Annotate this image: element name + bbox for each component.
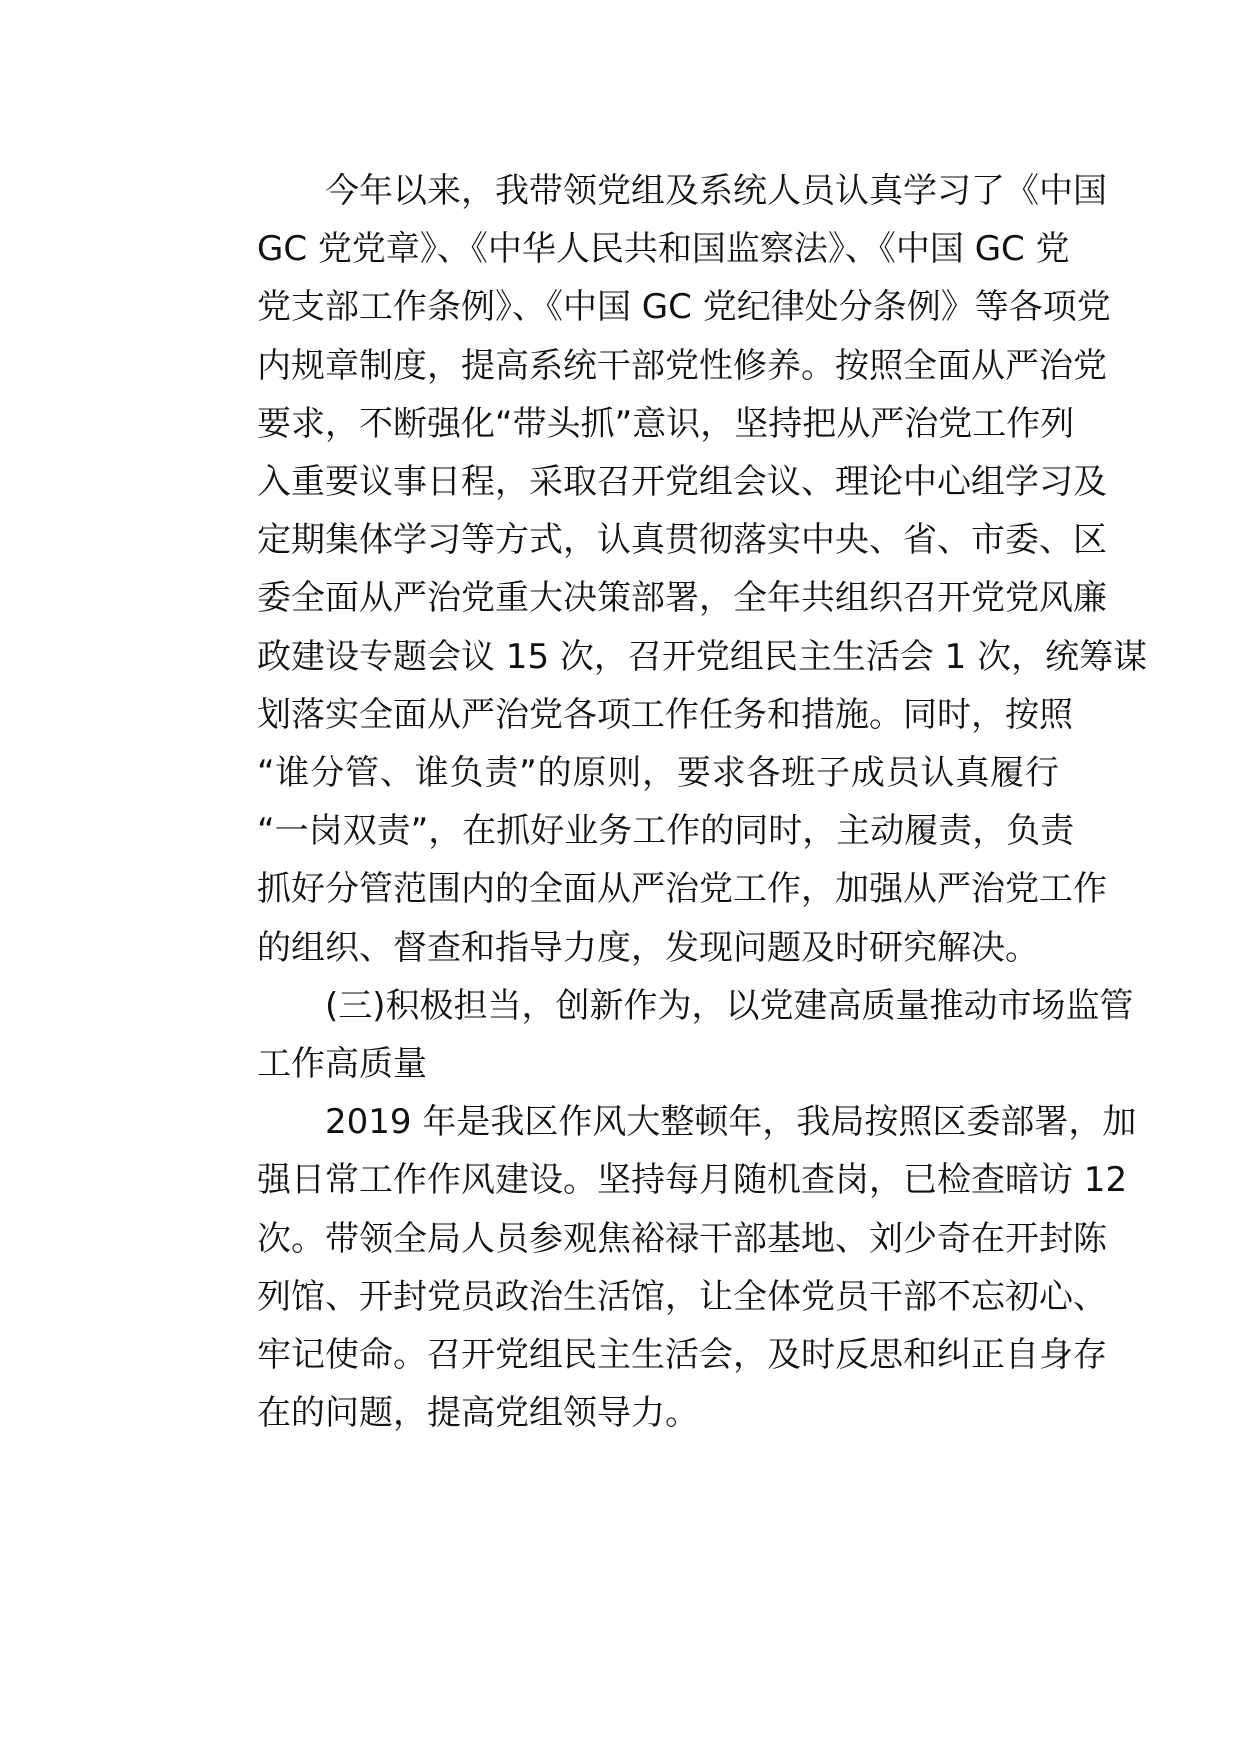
heading-line: 工作高质量 — [257, 1044, 427, 1085]
text-line: 的组织、督查和指导力度，发现问题及时研究解决。 — [257, 927, 1039, 968]
text-line: 在的问题，提高党组领导力。 — [257, 1393, 699, 1434]
document-body — [189, 162, 1148, 1442]
text-line: 强日常工作作风建设。坚持每月随机查岗，已检查暗访 12 — [257, 1160, 1128, 1201]
text-line: “一岗双责”，在抓好业务工作的同时，主动履责，负责 — [257, 811, 1075, 852]
text-line: 政建设专题会议 15 次，召开党组民主生活会 1 次，统筹谋 — [257, 636, 1148, 677]
text-line: “谁分管、谁负责”的原则，要求各班子成员认真履行 — [257, 753, 1059, 794]
text-line: 2019 年是我区作风大整顿年，我局按照区委部署，加 — [325, 1102, 1137, 1143]
text-line: 党支部工作条例》、《中国 GC 党纪律处分条例》等各项党 — [257, 287, 1111, 328]
text-line: 次。带领全局人员参观焦裕禄干部基地、刘少奇在开封陈 — [257, 1218, 1107, 1259]
paragraph-party-discipline-study — [189, 162, 1148, 977]
text-line: 抓好分管范围内的全面从严治党工作，加强从严治党工作 — [257, 869, 1107, 910]
text-line: 牢记使命。召开党组民主生活会，及时反思和纠正自身存 — [257, 1335, 1107, 1376]
text-line: 列馆、开封党员政治生活馆，让全体党员干部不忘初心、 — [257, 1276, 1107, 1317]
section-heading-three — [189, 977, 1134, 1093]
text-line: 入重要议事日程，采取召开党组会议、理论中心组学习及 — [257, 462, 1107, 503]
paragraph-work-style-rectification — [189, 1093, 1137, 1442]
text-line: 划落实全面从严治党各项工作任务和措施。同时，按照 — [257, 694, 1073, 735]
text-line: 要求，不断强化“带头抓”意识，坚持把从严治党工作列 — [257, 403, 1075, 444]
heading-line: (三)积极担当，创新作为，以党建高质量推动市场监管 — [325, 985, 1134, 1026]
text-line: 今年以来，我带领党组及系统人员认真学习了《中国 — [325, 171, 1107, 211]
text-line: 委全面从严治党重大决策部署，全年共组织召开党党风廉 — [257, 578, 1107, 619]
text-line: 内规章制度，提高系统干部党性修养。按照全面从严治党 — [257, 345, 1107, 386]
text-line: GC 党党章》、《中华人民共和国监察法》、《中国 GC 党 — [257, 229, 1070, 270]
text-line: 定期集体学习等方式，认真贯彻落实中央、省、市委、区 — [257, 520, 1107, 561]
